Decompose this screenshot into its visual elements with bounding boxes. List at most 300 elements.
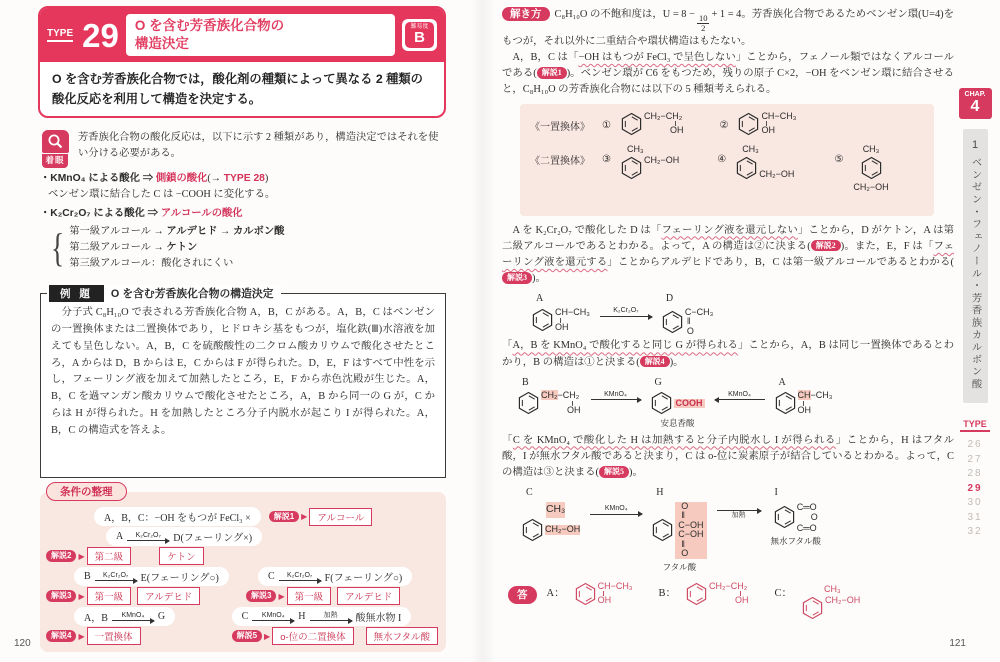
oh-group: OH [797,404,811,415]
conditions-box [40,492,446,652]
coh-group2: C−OH [678,529,704,540]
para1-text: C₈H₁₀O の不飽和度は， [554,9,663,20]
structure-5 [853,142,888,194]
ch2oh-group: CH₂−OH [643,154,680,165]
grade-line3: 第三級アルコール：酸化されにくい [69,257,234,269]
reagent-label: K₂Cr₂O₇ [287,571,313,579]
benzene-icon [621,156,642,180]
reagent-label: KMnO₄ [604,390,627,398]
structure-4-ring [736,156,794,180]
benzene-icon [662,310,683,334]
cond3-eq-b [74,567,246,586]
ch2oh-group: CH₂−OH [853,181,889,192]
difficulty-label: 難易度 [410,23,429,30]
fraction [697,14,710,34]
cond4-eq-c [232,607,438,626]
kmno4-arrow-right [591,391,641,401]
grade2-ketone: ケトン [166,241,198,253]
reagent-label: KMnO₄ [121,611,145,619]
paren-close: ) [264,173,269,185]
oh-group: OH [555,321,569,332]
ch2oh-group: CH₂−OH [825,594,861,605]
ring-row [522,518,580,542]
benzene-icon [686,582,707,606]
type-header-band [40,8,444,62]
grade1-aldehyde: アルデヒド [166,226,218,238]
reagent-label: K₂Cr₂O₇ [103,571,129,579]
chain-rest: −CH₂ [557,390,580,401]
groups [685,308,713,336]
letter-B: B [522,376,529,388]
num-5: ⑤ [834,153,844,165]
example-problem-box [40,288,446,478]
groups [541,391,581,415]
di-substituted-row [530,142,928,194]
reaction-arrow [279,572,321,582]
right-page [502,6,954,620]
conditions-label: 条件の整理 [46,482,127,501]
section-number: 1 [971,139,979,152]
g-s3: )。 [669,356,684,368]
section-title: ベンゼン・フェノール・芳香族カルボン酸 [969,157,981,392]
cond1-box-alcohol: アルコール [309,508,372,526]
frac-numerator: 10 [698,13,708,23]
triangle-icon: ▶ [78,591,85,601]
cond3-boxes-c [246,587,412,605]
grade-line1 [69,224,284,240]
g-s1: 「 [502,340,513,352]
arrow-line [310,620,352,621]
benzene-icon [518,391,539,415]
compound-H [652,485,706,573]
species-c: C [268,571,275,582]
difficulty-value: B [414,28,425,46]
scheme-C-H-I [522,485,954,573]
type-header-box [38,6,446,118]
arrow-line [252,620,294,621]
alcohol-grade-lines [69,224,284,272]
reaction-arrow [95,572,137,582]
triangle-icon: ▶ [264,631,271,641]
arrow-line [717,510,761,511]
ch3-group: CH₃ [626,143,644,154]
focus-row [40,130,448,168]
benzene-icon [621,112,642,136]
cond3-box-primary: 第一級 [87,587,132,605]
letter-A: A [536,293,544,305]
example-header [47,285,281,302]
cond2-box-secondary: 第二級 [87,547,132,565]
answer-structure-A [575,582,633,606]
cond3-left [46,566,246,606]
chain: CH−CH₃ [761,110,797,121]
para2-s3: )。ベンゼン環が C6 をもつため，残りの原子 C×2，−OH をベンゼン環に結合させると，C₈H₁₀O の芳香族化合物には以下の 5 種類考えられる。 [502,68,954,96]
species-h: H [298,611,306,622]
letter-G: G [654,376,662,388]
compound-D [662,291,713,336]
phthalic-acid-name: フタル酸 [662,561,697,572]
left-page [38,0,450,662]
kmno4-arrow-left [715,391,765,401]
structure-2 [738,112,796,136]
type-item-30: 30 [967,497,983,509]
compound-A [532,291,590,332]
cond-row1 [94,507,438,526]
para2-underlined: −OH はもつが FeCl₃ で呈色しない [578,51,736,63]
type28-ref: TYPE 28 [223,173,265,185]
grade1-acid: カルボン酸 [232,226,285,238]
ch3-group: CH₃ [824,583,841,594]
cond4-boxes-ab [46,627,232,645]
magnifier-icon [42,130,69,153]
para-G [502,338,954,370]
cond4-eq-ab [74,607,232,626]
type-label: TYPE [47,28,73,42]
g-s2: 」ことから，A，B は同じ一置換体であるとわかり，B の構造は①と決まる( [502,340,955,368]
letter-D: D [665,293,674,305]
cond-row3 [46,566,438,606]
ch3-group: CH₃ [546,502,565,518]
arrow-line [127,540,169,541]
lesson-summary: O を含む芳香族化合物では，酸化剤の種類によって異なる 2 種類の酸化反応を利用して構造を決定する。 [52,72,423,107]
chapter-label: CHAP. [964,91,986,98]
kaisetsu4-badge: 解説4 [46,630,76,642]
oxygen-top: O [681,500,689,511]
oh-group: OH [735,595,749,606]
scheme-A-to-D [532,291,954,336]
triangle-icon: ▶ [78,631,85,641]
ch-s1: 「 [502,434,513,446]
lesson-title-line1: O を含む芳香族化合物の [134,18,285,34]
compound-A2 [775,375,833,416]
ring-row [802,596,860,620]
section-tab [963,129,988,403]
letter-A: A [778,376,786,388]
groups [798,391,833,415]
species-i: 酸無水物 I [355,613,402,624]
focus-section [40,130,448,272]
type-number: 29 [82,16,119,54]
cond4-cloud-ab [74,607,175,626]
ad-underline1: フェーリング液を還元しない [661,224,798,236]
cond3-box-aldehyde2: アルデヒド [337,587,400,605]
bridge-oxygen: O [810,512,818,523]
chapter-number: 4 [970,98,980,116]
chain: CH₂−CH₂ [643,110,683,121]
reagent-label: K₂Cr₂O₇ [135,531,161,539]
heat-label: 加熱 [731,512,746,520]
page-gutter [470,0,496,662]
frac-denominator: 2 [701,23,706,34]
bullet-kmno4-red: 側鎖の酸化 [155,173,208,185]
para2-s2: 」ことから，フェノール類ではなくアルコールである( [502,51,954,80]
ch3-group: CH₃ [862,143,880,154]
type-item-28: 28 [967,468,983,480]
arrow-line [112,620,154,621]
species-a: A [116,531,124,542]
groups [555,308,590,332]
mono-substituted-row [530,112,928,136]
letter-H: H [656,487,664,499]
ad-s5: )。 [532,273,546,285]
chapter-badge [959,88,992,119]
diacid-groups [675,502,706,559]
structure-4 [736,142,794,180]
benzene-icon [802,596,823,620]
oh-group: OH [567,404,581,415]
co-group1: C═O [796,501,817,512]
kaisetsu1-inline: 解説1 [537,67,567,79]
mono-label: 《一置換体》 [530,121,590,133]
reaction-arrow [252,612,294,622]
oh-group: OH [761,125,775,136]
num-1: ① [602,119,611,131]
num-2: ② [719,119,729,131]
page-number-left: 120 [14,638,31,649]
reagent-label: KMnO₄ [604,505,628,513]
ch2oh-group: CH₂−OH [759,169,795,180]
cond4-boxes-c [232,627,438,645]
ad-s1: A を K₂Cr₂O₇ で酸化した D は「 [502,224,662,236]
species-c2: C [241,611,249,622]
focus-intro: 芳香族化合物の酸化反応は，以下に示す 2 種類があり，構造決定ではそれを使い分ける必要がある。 [78,132,439,159]
lesson-title-line2: 構造決定 [134,36,189,51]
ch2oh-group: CH₂−OH [545,524,581,535]
structure-A [532,308,590,332]
chain: CH₂−CH₂ [709,580,748,591]
kmno4-arrow [590,505,642,515]
type-item-27: 27 [967,453,983,465]
bullet-kmno4-sub: ベンゼン環に結合した C は −COOH に変化する。 [48,189,276,201]
grade1-pre: 第一級アルコール → [69,226,167,238]
arrow-line [95,580,137,581]
page-number-right: 121 [949,638,966,649]
benzene-icon [775,391,796,415]
structure-G [651,391,705,415]
reagent-label: K₂Cr₂O₇ [613,307,639,315]
type-item-31: 31 [967,511,983,523]
arrow-line [279,580,321,581]
grade-line2 [69,240,284,256]
answer-B-label: B： [658,587,677,599]
structure-1 [621,112,684,136]
chain [541,391,581,400]
cooh-group: COOH [675,397,703,408]
benzene-icon [861,156,882,180]
letter-C: C [526,487,533,499]
highlighted-ch: CH [797,390,811,401]
structure-3 [621,142,679,180]
cond4-left [46,606,232,646]
oh-group: OH [669,125,684,136]
arrow-line [591,399,641,400]
heat-arrow [310,612,352,622]
cond4-right [232,606,438,646]
cond4-box-anhydride: 無水フタル酸 [366,627,438,645]
reagent-label: KMnO₄ [261,611,285,619]
type-list [967,439,982,537]
species-g: G [157,611,166,622]
arrow-line [590,514,642,515]
cond-row2b [46,547,438,565]
species-e: E(フェーリング○) [140,573,219,584]
kaisetsu1-badge: 解説1 [269,511,299,523]
scheme-B-G-A [518,375,954,431]
co-group2: C═O [796,522,817,533]
double-bond: ‖ [686,316,691,327]
structure-3-ring [621,156,679,180]
type-item-26: 26 [967,439,983,451]
double-bond: ‖ [681,538,685,549]
reaction-arrow [600,307,652,317]
kaisetsu5-inline: 解説5 [599,466,629,478]
type-list-header: TYPE [960,419,990,432]
triangle-icon: ▶ [78,551,85,561]
oh-group: OH [597,595,612,606]
kaisetsu3-badge: 解説3 [46,590,76,602]
benzene-icon [652,518,673,542]
bullet-k2cr2o7 [40,206,448,222]
chain: C−CH₃ [684,307,714,318]
grade2-pre: 第二級アルコール → [69,241,167,253]
para-AD [502,223,954,288]
cond2-box-ketone: ケトン [159,547,204,565]
answer-badge: 答 [508,586,537,604]
answer-row [508,582,954,620]
species-ab: A，B [84,613,108,624]
eq-post: + 1 = 4。 [711,9,752,20]
letter-I: I [774,487,778,499]
cond3-eq-c [258,567,412,586]
coh-group1: C−OH [678,519,704,530]
ad-s2: 」ことから，D がケトン，A は第二級アルコールであるとわかる。よって，A の構造は②に決まる( [502,224,955,252]
kaisetsu4-inline: 解説4 [640,356,670,368]
answer-structure-C [802,582,860,620]
compound-B [518,375,581,416]
kaisetsu2-badge: 解説2 [46,550,76,562]
chain: CH−CH₃ [555,307,590,318]
cond1-formula: A，B，C：−OH をもつが FeCl₃ × [94,507,261,526]
species-b: B [84,571,91,582]
solution-badge: 解き方 [502,7,550,21]
kaisetsu3-badge: 解説3 [246,590,276,602]
bullet-kmno4 [40,171,448,187]
cond3-cloud-c [258,567,412,586]
structure-B [518,391,581,415]
bullet-k2cr2o7-head: ・K₂Cr₂O₇ による酸化 ⇒ [40,208,161,220]
species-d: D(フェーリング×) [173,533,253,544]
benzoic-acid-name: 安息香酸 [660,418,695,429]
cond3-box-primary2: 第一級 [287,587,332,605]
benzene-icon [738,112,759,136]
lesson-title [126,14,395,55]
cond2-eq [106,527,262,546]
ch-s3: )。 [628,467,643,479]
type-item-29-active: 29 [967,482,983,494]
benzene-icon [575,582,596,606]
cond3-right [246,566,412,606]
groups [598,582,633,606]
brace-glyph: { [50,224,65,270]
structure-A2 [775,391,833,415]
answer-A-label: A： [546,587,565,599]
heat-arrow [717,509,761,520]
structure-H [652,502,706,559]
triangle-icon: ▶ [278,591,285,601]
chain: CH−CH₃ [597,580,633,591]
kaisetsu3-inline: 解説3 [502,272,532,284]
answer-C-label: C： [774,587,793,599]
cond-row2 [106,527,438,546]
focus-badge [40,130,70,168]
triangle-icon: ▶ [301,512,308,521]
benzene-icon [651,391,672,415]
cond4-box-ortho: o-位の二置換体 [272,627,353,645]
benzene-icon [532,308,553,332]
groups [709,582,749,606]
heat-label: 加熱 [323,611,338,619]
chapter-sidebar [953,88,997,537]
structure-C [522,502,580,542]
cond-row4 [46,606,438,646]
benzene-icon [774,505,795,529]
benzene-icon [522,518,543,542]
ch-underline: C を KMnO₄ で酸化した H は加熱すると分子内脱水し I が得られる [512,434,836,446]
oxygen-bottom: O [681,548,689,559]
para1-text2: 芳香族化合物であるためベンゼン環(U=4)をもつが，それ以外に二重結合や環状構造はもたない。 [502,9,955,47]
highlighted-ch2: CH₂ [541,390,558,401]
arrow-line [600,316,652,317]
cond4-box-mono: 一置換体 [87,627,141,645]
difficulty-badge [402,19,437,52]
benzene-icon [736,156,757,180]
ad-s3: )。また，E，F は「 [840,240,934,252]
kaisetsu2-inline: 解説2 [811,240,841,252]
chain-rest: −CH₃ [810,390,833,401]
cond3-box-aldehyde: アルデヒド [137,587,200,605]
kaisetsu5-badge: 解説5 [232,630,262,642]
cond3-boxes-b [46,587,246,605]
example-body: 分子式 C₈H₁₀O で表される芳香族化合物 A，B，C がある。A，B，C はベンゼンの一置換体または二置換体であり，ヒドロキシ基をもつが，塩化鉄(Ⅲ)水溶液を加えても呈色しない。A，B，C を硫酸酸性の二クロム酸カリウムで酸化させたところ，A からは D，B からは E，C からは F が得られた。D，E，F はすべて中性を示し，フェーリング液を加えて加熱したところ，E，F から赤色沈殿が生じた。A，B，C を過マンガン酸カリウムで酸化させたところ，A，B から同一の G が，C からは H が得られた。H を加熱したところ分子内脱水が起こり I が得られた。A，B，C の構造式を答えよ。 [51,307,435,436]
solution-para1 [502,6,954,50]
answer-structure-B [686,582,749,606]
isomer-box [520,104,934,216]
species-f: F(フェーリング○) [324,573,403,584]
grade1-arrow: → [217,226,233,238]
oxygen: O [686,325,694,336]
structure-2-groups [761,112,796,136]
reaction-arrow [127,532,169,542]
para2-s1: A，B，C は「 [502,51,579,63]
type-item-32: 32 [967,526,983,538]
anhydride-groups [797,502,818,533]
cond4-cloud-c [232,607,412,626]
structure-D [662,308,713,336]
structure-1-groups [644,112,684,136]
para-CH [502,433,954,482]
num-3: ③ [602,153,611,165]
di-label: 《二置換体》 [530,155,590,167]
ad-underline2: フェーリング液を還元する [502,240,955,268]
ch3-group: CH₃ [742,143,759,154]
structure-I [774,502,818,533]
num-4: ④ [717,153,727,165]
reaction-arrow [112,612,154,622]
solution-para2 [502,50,954,99]
compound-I [771,485,821,548]
alcohol-grades [48,224,448,272]
chain [798,391,833,400]
